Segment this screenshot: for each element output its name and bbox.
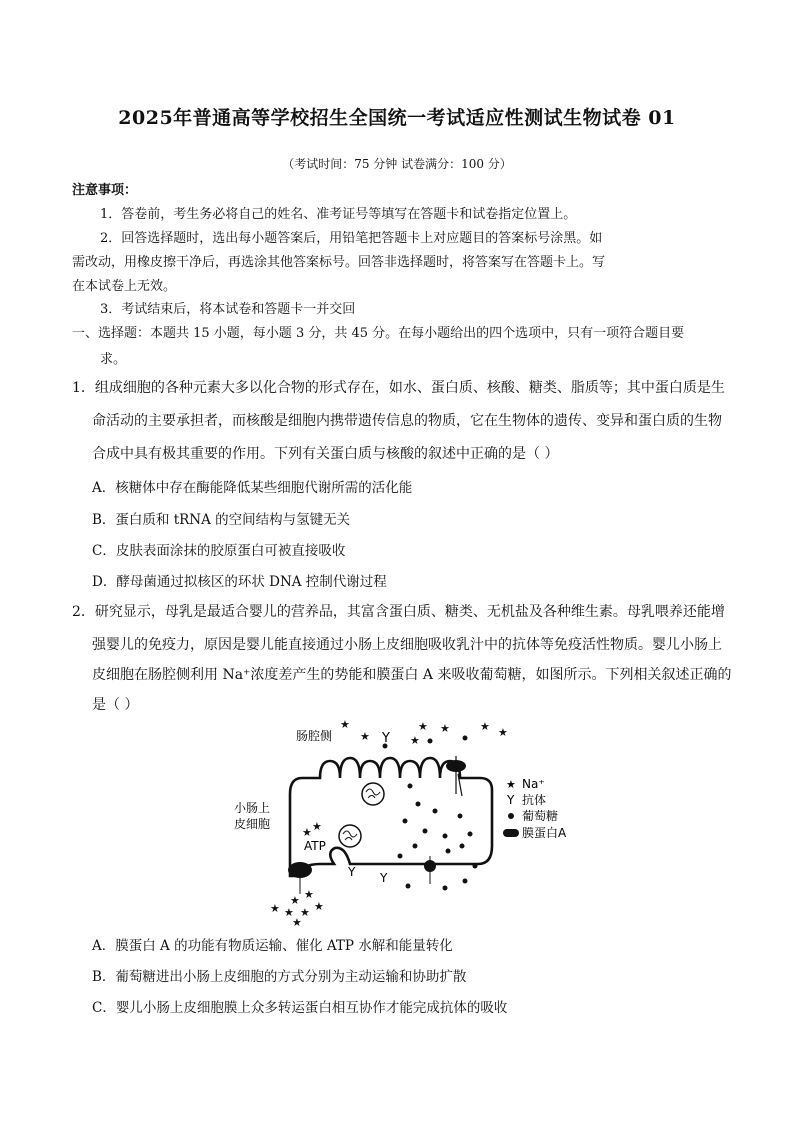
question-1-line-2: 命活动的主要承担者，而核酸是细胞内携带遗传信息的物质，它在生物体的遗传、变异和蛋白质的生物 bbox=[92, 413, 722, 429]
section-heading-cont: 求。 bbox=[100, 352, 127, 367]
svg-text:★: ★ bbox=[410, 734, 420, 747]
notes-item-2-cont: 需改动，用橡皮擦干净后，再选涂其他答案标号。回答非选择题时，将答案写在答题卡上。写 bbox=[72, 255, 606, 270]
page-title: 2025年普通高等学校招生全国统一考试适应性测试生物试卷 01 bbox=[118, 107, 676, 129]
question-2-option-a: A．膜蛋白 A 的功能有物质运输、催化 ATP 水解和能量转化 bbox=[92, 938, 453, 954]
exam-info: （考试时间：75 分钟 试卷满分：100 分） bbox=[282, 157, 512, 171]
notes-item-3: 3．考试结束后，将本试卷和答题卡一并交回 bbox=[100, 302, 356, 317]
svg-text:★: ★ bbox=[480, 720, 490, 733]
atp-label: ATP bbox=[304, 839, 326, 853]
legend-antibody: 抗体 bbox=[522, 793, 547, 807]
svg-text:★: ★ bbox=[304, 888, 314, 901]
svg-text:★: ★ bbox=[300, 906, 310, 919]
question-1-option-b: B．蛋白质和 tRNA 的空间结构与氢键无关 bbox=[92, 512, 351, 528]
svg-text:Y: Y bbox=[507, 793, 515, 807]
legend-protein-a: 膜蛋白A bbox=[522, 826, 567, 840]
notes-item-1: 1．答卷前，考生务必将自己的姓名、准考证号等填写在答题卡和试卷指定位置上。 bbox=[100, 207, 577, 222]
svg-text:★: ★ bbox=[284, 906, 294, 919]
antibody-symbol: Y bbox=[382, 731, 390, 746]
svg-text:★: ★ bbox=[312, 820, 322, 833]
svg-text:★: ★ bbox=[440, 722, 450, 735]
question-1-option-d: D．酵母菌通过拟核区的环状 DNA 控制代谢过程 bbox=[92, 574, 387, 590]
mitochondrion-1 bbox=[362, 783, 384, 805]
svg-text:★: ★ bbox=[302, 826, 312, 839]
question-2-line-3: 皮细胞在肠腔侧利用 Na⁺浓度差产生的势能和膜蛋白 A 来吸收葡萄糖，如图所示。下列相关叙述正确的 bbox=[92, 667, 732, 683]
sodium-ions bbox=[270, 718, 508, 926]
legend-na: Na⁺ bbox=[522, 777, 545, 791]
question-1-line-1: 1．组成细胞的各种元素大多以化合物的形式存在，如水、蛋白质、核酸、糖类、脂质等；其中蛋白质是生 bbox=[72, 380, 725, 396]
cell-transport-figure bbox=[230, 716, 590, 926]
cell-label-2: 皮细胞 bbox=[234, 817, 271, 831]
question-1-option-a: A．核糖体中存在酶能降低某些细胞代谢所需的活化能 bbox=[92, 480, 413, 496]
question-2-option-c: C．婴儿小肠上皮细胞膜上众多转运蛋白相互协作才能完成抗体的吸收 bbox=[92, 1000, 508, 1016]
question-1-option-c: C．皮肤表面涂抹的胶原蛋白可被直接吸收 bbox=[92, 543, 346, 559]
question-1-line-3: 合成中具有极其重要的作用。下列有关蛋白质与核酸的叙述中正确的是（ ） bbox=[92, 446, 559, 462]
notes-item-2: 2．回答选择题时，选出每小题答案后，用铅笔把答题卡上对应题目的答案标号涂黑。如 bbox=[100, 231, 603, 246]
svg-text:★: ★ bbox=[290, 894, 300, 907]
svg-text:Y: Y bbox=[348, 865, 356, 879]
question-2-line-2: 强婴儿的免疫力，原因是婴儿能直接通过小肠上皮细胞吸收乳汁中的抗体等免疫活性物质。婴儿小肠上 bbox=[92, 637, 722, 653]
svg-text:★: ★ bbox=[292, 916, 302, 926]
svg-text:★: ★ bbox=[360, 730, 370, 743]
svg-text:★: ★ bbox=[314, 900, 324, 913]
question-2-line-4: 是（ ） bbox=[92, 697, 139, 713]
svg-text:★: ★ bbox=[340, 718, 350, 731]
svg-text:★: ★ bbox=[498, 726, 508, 739]
mitochondrion-2 bbox=[339, 825, 361, 847]
notes-heading: 注意事项： bbox=[72, 183, 138, 198]
question-2-option-b: B．葡萄糖进出小肠上皮细胞的方式分别为主动运输和协助扩散 bbox=[92, 969, 467, 985]
lumen-label: 肠腔侧 bbox=[296, 729, 333, 743]
svg-text:★: ★ bbox=[418, 720, 428, 733]
section-heading: 一、选择题：本题共 15 小题，每小题 3 分，共 45 分。在每小题给出的四个选项中，只有一项符合题目要 bbox=[72, 326, 685, 341]
svg-text:Y: Y bbox=[380, 871, 388, 885]
svg-text:★: ★ bbox=[506, 778, 516, 791]
cell-label-1: 小肠上 bbox=[234, 801, 271, 815]
legend-glucose: 葡萄糖 bbox=[522, 809, 559, 823]
svg-text:★: ★ bbox=[270, 902, 280, 915]
notes-item-2-cont2: 在本试卷上无效。 bbox=[72, 279, 177, 294]
question-2-line-1: 2．研究显示，母乳是最适合婴儿的营养品，其富含蛋白质、糖类、无机盐及各种维生素。母乳喂养还能增 bbox=[72, 604, 725, 620]
